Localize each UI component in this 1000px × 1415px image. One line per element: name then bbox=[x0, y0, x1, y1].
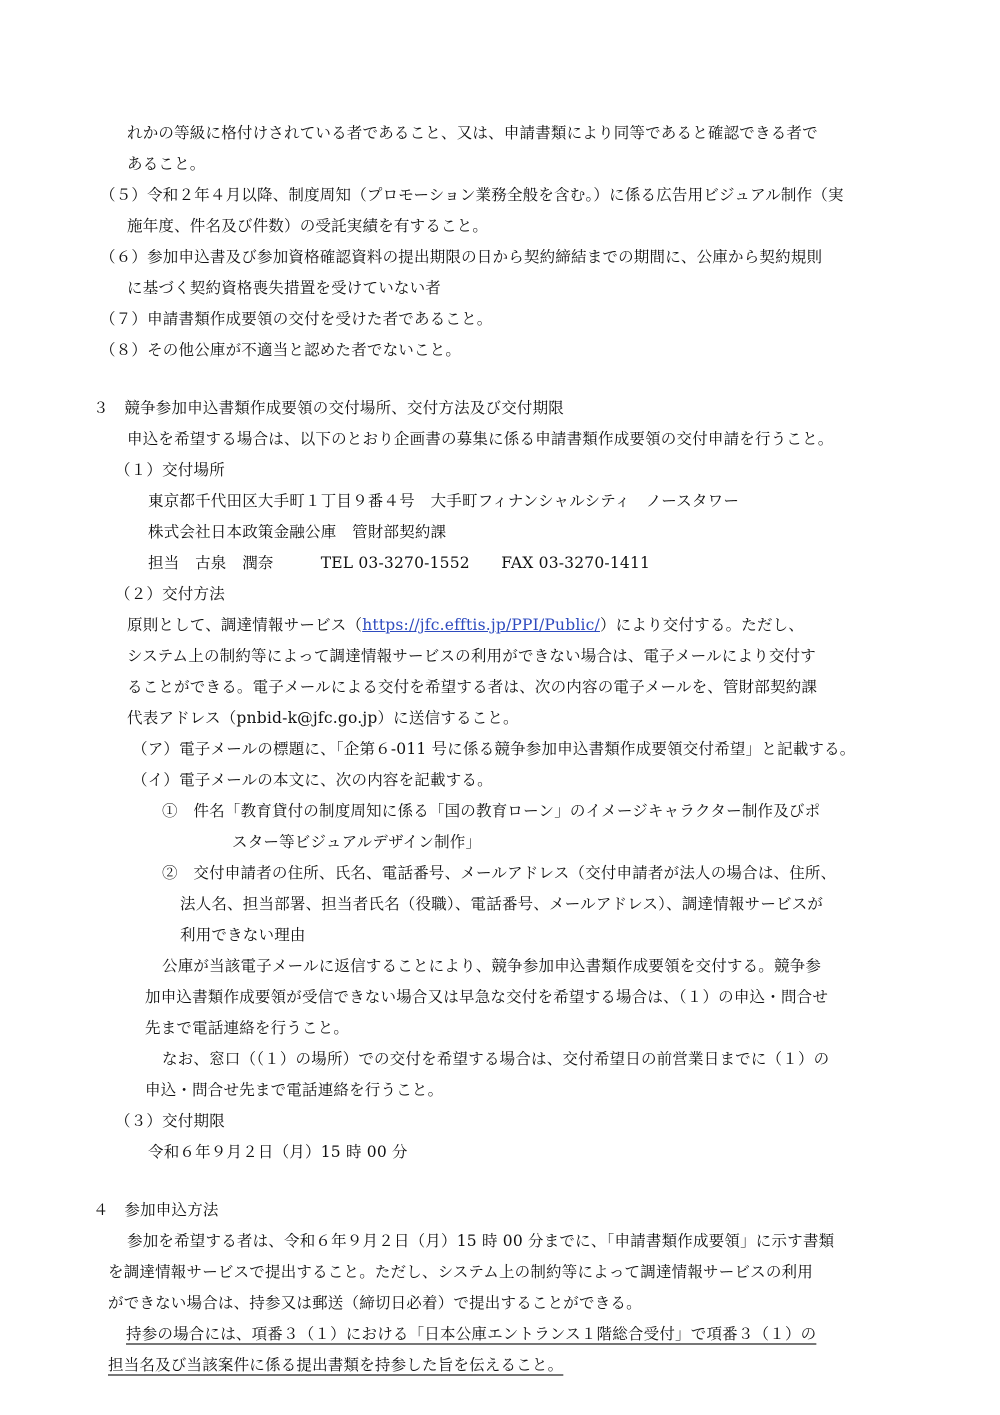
text-line: 参加を希望する者は、令和６年９月２日（月）15 時 00 分までに、「申請書類作成要領」に示す書類 bbox=[127, 1232, 835, 1250]
text-line: れかの等級に格付けされている者であること、又は、申請書類により同等であると確認できる者で bbox=[127, 124, 818, 142]
text-line: 申込を希望する場合は、以下のとおり企画書の募集に係る申請書類作成要領の交付申請を行うこと。 bbox=[127, 430, 834, 448]
subheading-delivery-place: （１）交付場所 bbox=[115, 461, 225, 479]
contact-line: 担当 古泉 潤奈 TEL 03-3270-1552 FAX 03-3270-1411 bbox=[148, 554, 651, 572]
subheading-delivery-deadline: （３）交付期限 bbox=[115, 1112, 225, 1130]
section-heading-3: ３ 競争参加申込書類作成要領の交付場所、交付方法及び交付期限 bbox=[93, 399, 565, 417]
text-line: 施年度、件名及び件数）の受託実績を有すること。 bbox=[127, 217, 489, 235]
item-i: （イ）電子メールの本文に、次の内容を記載する。 bbox=[132, 771, 493, 789]
text-line: 加申込書類作成要領が受信できない場合又は早急な交付を希望する場合は、（１）の申込・問合せ bbox=[145, 988, 829, 1006]
text-line: 先まで電話連絡を行うこと。 bbox=[145, 1019, 350, 1037]
procurement-service-link[interactable]: https://jfc.efftis.jp/PPI/Public/ bbox=[362, 616, 600, 634]
text-line: システム上の制約等によって調達情報サービスの利用ができない場合は、電子メールにより交付す bbox=[127, 647, 816, 665]
text-line: ができない場合は、持参又は郵送（締切日必着）で提出することができる。 bbox=[108, 1294, 642, 1312]
text-line: 法人名、担当部署、担当者氏名（役職）、電話番号、メールアドレス）、調達情報サービスが bbox=[180, 895, 824, 913]
text-segment: ）により交付する。ただし、 bbox=[599, 616, 805, 634]
text-line: スター等ビジュアルデザイン制作」 bbox=[232, 833, 482, 851]
section-heading-4: ４ 参加申込方法 bbox=[93, 1201, 219, 1219]
text-line: 代表アドレス（pnbid-k@jfc.go.jp）に送信すること。 bbox=[127, 709, 519, 727]
text-segment: 原則として、調達情報サービス（ bbox=[127, 616, 363, 634]
underlined-text: 持参の場合には、項番３（１）における「日本公庫エントランス１階総合受付」で項番３（１）の bbox=[126, 1325, 817, 1343]
text-line: 申込・問合せ先まで電話連絡を行うこと。 bbox=[145, 1081, 444, 1099]
item-circled-2: ② 交付申請者の住所、氏名、電話番号、メールアドレス（交付申請者が法人の場合は、住所、 bbox=[162, 864, 837, 882]
text-line: 公庫が当該電子メールに返信することにより、競争参加申込書類作成要領を交付する。競争参 bbox=[162, 957, 822, 975]
list-item-6: （６）参加申込書及び参加資格確認資料の提出期限の日から契約締結までの期間に、公庫から契約規則 bbox=[100, 248, 823, 266]
item-a: （ア）電子メールの標題に、「企第６-011 号に係る競争参加申込書類作成要領交付希望」と記載する。 bbox=[132, 740, 856, 758]
underlined-text-line: 担当名及び当該案件に係る提出書類を持参した旨を伝えること。 bbox=[108, 1356, 564, 1374]
text-line-with-link bbox=[127, 614, 804, 636]
list-item-8: （８）その他公庫が不適当と認めた者でないこと。 bbox=[100, 341, 462, 359]
text-line: 利用できない理由 bbox=[180, 926, 306, 944]
list-item-7: （７）申請書類作成要領の交付を受けた者であること。 bbox=[100, 310, 493, 328]
address-line: 東京都千代田区大手町１丁目９番４号 大手町フィナンシャルシティ ノースタワー bbox=[148, 492, 740, 510]
item-circled-1: ① 件名「教育貸付の制度周知に係る「国の教育ローン」のイメージキャラクター制作及びポ bbox=[162, 802, 821, 820]
text-line: ることができる。電子メールによる交付を希望する者は、次の内容の電子メールを、管財部契約課 bbox=[127, 678, 818, 696]
organization-line: 株式会社日本政策金融公庫 管財部契約課 bbox=[148, 523, 447, 541]
text-line: なお、窓口（（１）の場所）での交付を希望する場合は、交付希望日の前営業日までに（１）の bbox=[162, 1050, 830, 1068]
list-item-5: （５）令和２年４月以降、制度周知（プロモーション業務全般を含む。）に係る広告用ビジュアル制作（実 bbox=[100, 186, 844, 204]
text-line: に基づく契約資格喪失措置を受けていない者 bbox=[127, 279, 442, 297]
underlined-text-line bbox=[108, 1323, 816, 1345]
text-line: あること。 bbox=[127, 155, 206, 173]
text-line: を調達情報サービスで提出すること。ただし、システム上の制約等によって調達情報サービスの利用 bbox=[108, 1263, 813, 1281]
subheading-delivery-method: （２）交付方法 bbox=[115, 585, 225, 603]
deadline-value: 令和６年９月２日（月）15 時 00 分 bbox=[148, 1143, 408, 1161]
